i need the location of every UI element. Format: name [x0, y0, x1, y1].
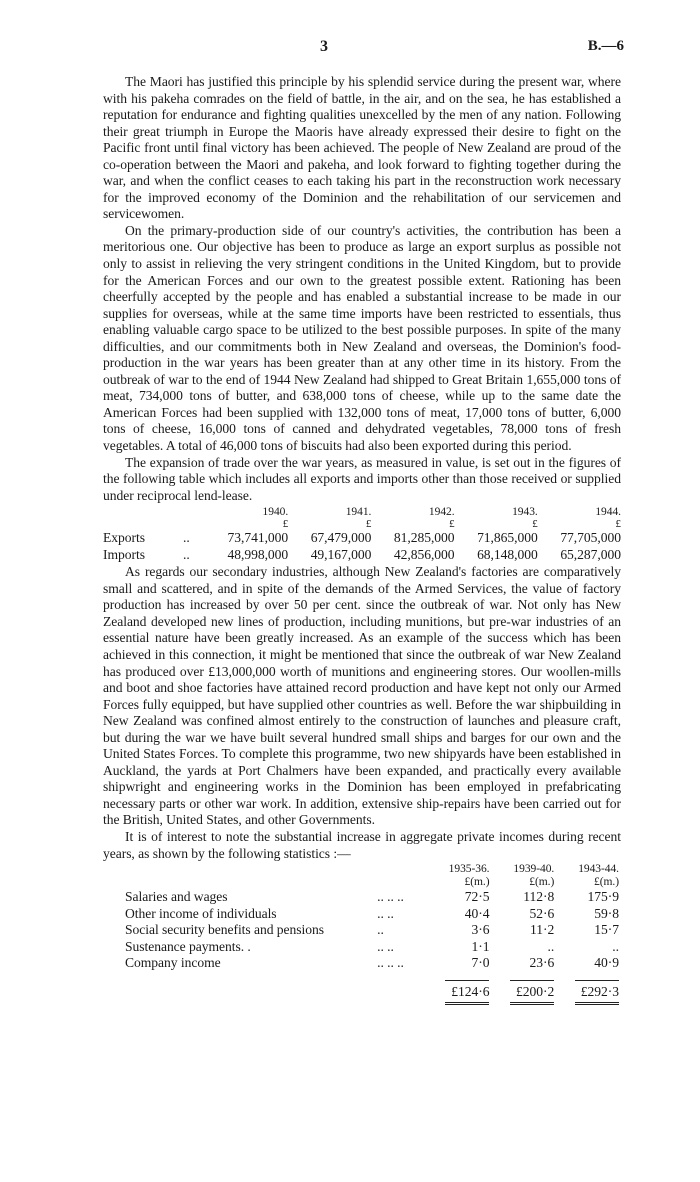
trade-unit: £ [449, 518, 455, 531]
income-year: 1943-44. [578, 863, 619, 876]
total-cell: £124·6 [445, 980, 489, 1006]
income-table [103, 863, 621, 1005]
paragraph-primary-production: On the primary-production side of our country's activities, the contribution has been a meritorious one. Our objective has been to produce as large an export surplus as possible not only to assist in relieving the very stringent conditions in the United Kingdom, but to provide for the American Forces and our own to the greatest possible extent. Rationing has been cheerfully accepted by the people and has enabled a substantial increase to be made in our supplies for overseas, while at the same time imports have been restricted to essentials, thus enabling valuable cargo space to be utilized to the best possible purposes. In spite of the many difficulties, and our commitments both in New Zealand and overseas, the Dominion's food-production in the war years has been greater than at any other time in its history. From the outbreak of war to the end of 1944 New Zealand had shipped to Great Britain 1,655,000 tons of meat, 734,000 tons of butter, and 638,000 tons of cheese, while up to the same date the American Forces had been supplied with 132,000 tons of meat, 17,000 tons of butter, 6,000 tons of cheese, 16,000 tons of canned and dehydrated vegetables, 78,000 tons of fresh vegetables. A total of 46,000 tons of biscuits had also been exported during this period. [103, 222, 621, 454]
trade-year: 1940. [262, 506, 289, 519]
trade-unit: £ [282, 518, 289, 531]
body-text [103, 74, 621, 1005]
trade-year: 1944. [595, 506, 621, 519]
row-label: Sustenance payments. . [125, 938, 251, 954]
dot-leader: .. .. .. [377, 955, 404, 971]
table-cell: 71,865,000 [477, 530, 538, 546]
table-cell: 67,479,000 [310, 530, 372, 546]
table-cell: 1·1 [471, 938, 490, 954]
table-cell: 68,148,000 [477, 546, 538, 562]
table-cell: 72·5 [464, 889, 490, 905]
paragraph-trade-intro: The expansion of trade over the war years, as measured in value, is set out in the figures of the following table which includes all exports and imports other than those received or supplied under reciprocal lend-lease. [103, 454, 621, 503]
table-cell: .. [612, 938, 619, 954]
income-row [103, 939, 621, 956]
paragraph-secondary-industries: As regards our secondary industries, although New Zealand's factories are comparatively small and scattered, and in spite of the demands of the Armed Services, the value of factory production has increased by over 50 per cent. since the outbreak of war. Not only has New Zealand developed new lines of production, including munitions, but pre-war industries of an essential nature have been greatly increased. As an example of the success which has been achieved in this connection, it might be mentioned that since the outbreak of war New Zealand has produced over £13,000,000 worth of munitions and engineering stores. Our woollen-mills and boot and shoe factories have attained record production and have kept not only our Armed Forces fully equipped, but have supplied other countries as well. Before the war shipbuilding in New Zealand was confined almost entirely to the construction of launches and pleasure craft, but during the war we have built several hundred small ships and barges for our own and the United States Forces. To complete this programme, two new shipyards have been established in Auckland, the yards at Port Chalmers have been expanded, and practically every available shipwright and engineering works in the Dominion has been employed in prefabricating necessary parts or other war work. In addition, extensive ship-repairs have been carried out for the British, United States, and other Governments. [103, 564, 621, 828]
income-row [103, 922, 621, 939]
row-label: Salaries and wages [125, 889, 228, 905]
income-row [103, 889, 621, 906]
income-unit: £(m.) [594, 876, 619, 889]
table-cell: 49,167,000 [310, 546, 372, 562]
trade-year: 1943. [512, 506, 538, 519]
income-year: 1935-36. [448, 863, 490, 876]
dot-leader: .. [377, 922, 384, 938]
table-cell: 15·7 [594, 922, 619, 938]
dot-leader: .. [183, 546, 190, 562]
table-cell: 3·6 [471, 922, 490, 938]
page-header [0, 38, 700, 60]
trade-row-imports [103, 547, 621, 564]
table-cell: 40·9 [594, 955, 619, 971]
income-total-row [103, 972, 621, 1006]
row-label: Imports [103, 546, 145, 562]
income-row [103, 906, 621, 923]
dot-leader: .. .. [377, 938, 394, 954]
trade-year: 1942. [428, 506, 455, 519]
trade-year-header [103, 506, 621, 519]
paragraph-income-intro: It is of interest to note the substantial increase in aggregate private incomes during recent years, as shown by the following statistics :— [103, 828, 621, 861]
row-label: Other income of individuals [125, 905, 277, 921]
income-unit-header [103, 876, 621, 889]
trade-table [103, 506, 621, 563]
page-number: 3 [320, 38, 328, 55]
table-cell: 65,287,000 [560, 546, 621, 562]
income-unit: £(m.) [464, 876, 490, 889]
income-unit: £(m.) [529, 876, 555, 889]
row-label: Exports [103, 530, 145, 546]
trade-unit: £ [615, 518, 621, 531]
document-code: B.—6 [587, 38, 624, 54]
income-row [103, 955, 621, 972]
table-cell: 112·8 [523, 889, 555, 905]
table-cell: 52·6 [529, 905, 555, 921]
income-year-header [103, 863, 621, 876]
total-cell: £200·2 [510, 980, 554, 1006]
table-cell: 48,998,000 [227, 546, 289, 562]
trade-unit: £ [365, 518, 372, 531]
table-cell: 7·0 [471, 955, 490, 971]
table-cell: 81,285,000 [393, 530, 455, 546]
table-cell: 175·9 [587, 889, 619, 905]
dot-leader: .. .. [377, 905, 394, 921]
table-cell: 40·4 [464, 905, 490, 921]
trade-unit-header [103, 519, 621, 530]
table-cell: 73,741,000 [227, 530, 289, 546]
row-label: Company income [125, 955, 221, 971]
row-label: Social security benefits and pensions [125, 922, 324, 938]
table-cell: 11·2 [530, 922, 555, 938]
table-cell: 77,705,000 [560, 530, 621, 546]
trade-year: 1941. [345, 506, 372, 519]
dot-leader: .. [183, 530, 190, 546]
dot-leader: .. .. .. [377, 889, 404, 905]
table-cell: 42,856,000 [393, 546, 455, 562]
income-year: 1939-40. [513, 863, 555, 876]
total-cell: £292·3 [575, 980, 619, 1006]
table-cell: .. [547, 938, 555, 954]
paragraph-maori-service: The Maori has justified this principle by his splendid service during the present war, where with his pakeha comrades on the field of battle, in the air, and on the sea, he has established a reputation for endurance and fighting qualities unexcelled by the men of any nation. Following their great triumph in Europe the Maoris have already expressed their desire to fight on the Pacific front until final victory has been achieved. The people of New Zealand are proud of the co-operation between the Maori and pakeha, and look forward to fighting together during the war, and when the conflict ceases to each taking his part in the reconstruction work necessary for the improved economy of the Dominion and the rehabilitation of our servicemen and servicewomen. [103, 74, 621, 222]
table-cell: 23·6 [529, 955, 555, 971]
table-cell: 59·8 [594, 905, 619, 921]
trade-row-exports [103, 530, 621, 547]
trade-unit: £ [532, 518, 538, 531]
